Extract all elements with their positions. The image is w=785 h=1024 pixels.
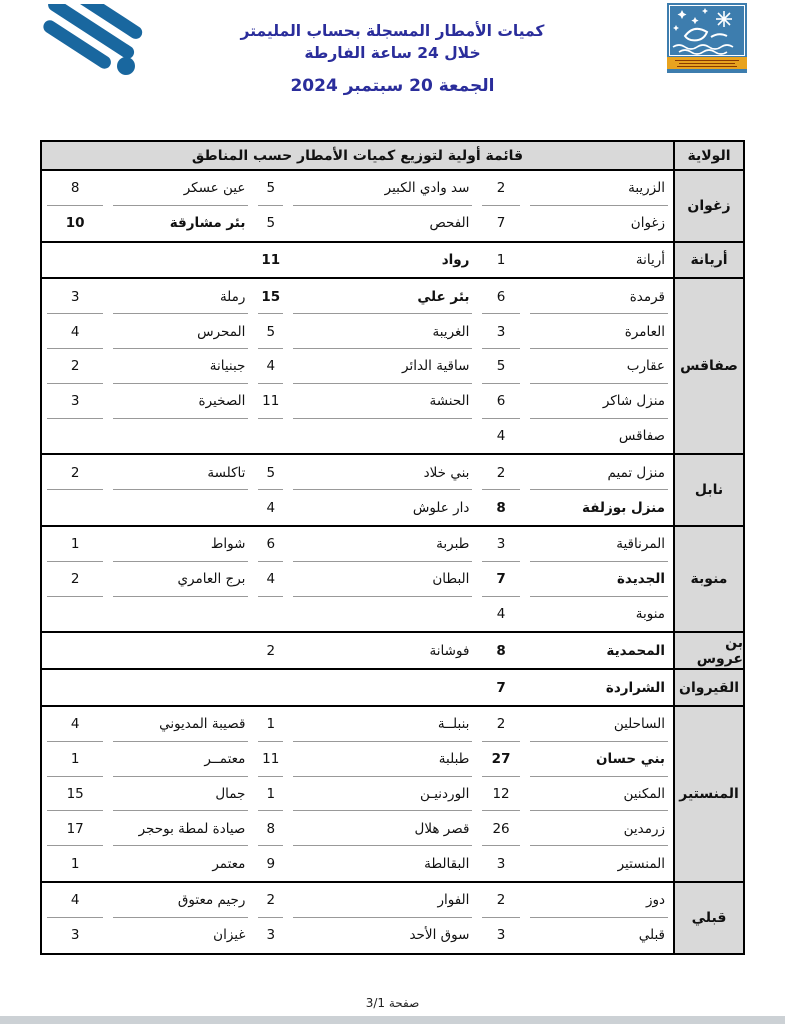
station-name: منزل شاكر xyxy=(525,384,673,419)
station-name: دوز xyxy=(525,883,673,918)
wilaya-cell: قبلي xyxy=(673,883,743,953)
station-name: عقارب xyxy=(525,349,673,384)
rain-value xyxy=(42,597,108,632)
bottom-strip xyxy=(0,1016,785,1024)
station-name: قصيبة المديوني xyxy=(108,707,253,742)
rain-value: 1 xyxy=(253,707,288,742)
rain-value: 11 xyxy=(253,384,288,419)
wilaya-cell: منوبة xyxy=(673,527,743,631)
table-row xyxy=(42,742,673,777)
wilaya-cell: أريانة xyxy=(673,243,743,278)
rain-value: 3 xyxy=(477,527,524,562)
rain-value: 2 xyxy=(477,171,524,206)
rain-value: 3 xyxy=(266,927,276,944)
rain-value: 3 xyxy=(70,927,80,944)
group-rows xyxy=(42,527,673,631)
rain-value xyxy=(42,490,108,525)
table-row xyxy=(42,419,673,454)
station-name: الحنشة xyxy=(288,384,477,419)
rain-value: 1 xyxy=(42,742,108,777)
station-name: زغوان xyxy=(630,215,665,232)
rain-value: 7 xyxy=(477,562,524,597)
table-row xyxy=(42,562,673,597)
rain-value: 6 xyxy=(477,279,524,314)
station-name: سوق الأحد xyxy=(409,927,470,944)
wilaya-cell: صفاقس xyxy=(673,279,743,453)
rain-value: 6 xyxy=(253,527,288,562)
rain-value: 9 xyxy=(266,855,276,872)
rain-value: 3 xyxy=(496,855,506,872)
station-name: العامرة xyxy=(525,314,673,349)
wilaya-cell: المنستير xyxy=(673,707,743,881)
rain-value: 1 xyxy=(70,855,80,872)
station-name: طبلبة xyxy=(288,742,477,777)
table-row xyxy=(42,918,673,953)
station-name: الوردنيـن xyxy=(288,777,477,812)
wilaya-column-header: الولاية xyxy=(673,142,743,169)
station-name: جمال xyxy=(108,777,253,812)
page-number: صفحة 3/1 xyxy=(365,996,420,1010)
table-row xyxy=(42,384,673,419)
station-name: جبنيانة xyxy=(108,349,253,384)
rain-value: 1 xyxy=(496,251,506,268)
rain-value xyxy=(42,670,108,705)
rain-value xyxy=(42,419,108,454)
station-name: قبلي xyxy=(638,927,665,944)
station-name: الفحص xyxy=(429,215,470,232)
station-name: الساحلين xyxy=(525,707,673,742)
table-row xyxy=(42,349,673,384)
rain-value: 5 xyxy=(253,171,288,206)
rain-value: 2 xyxy=(42,562,108,597)
station-name: قصر هلال xyxy=(288,811,477,846)
station-name: رجيم معتوق xyxy=(108,883,253,918)
report-header xyxy=(160,20,625,96)
rain-value: 4 xyxy=(42,707,108,742)
table-row xyxy=(42,670,673,705)
rain-value: 4 xyxy=(42,883,108,918)
rain-value: 7 xyxy=(496,679,506,696)
station-name xyxy=(288,597,477,632)
rain-value xyxy=(42,243,108,278)
rain-stripes-logo xyxy=(26,4,166,86)
station-name: المنستير xyxy=(617,855,665,872)
station-name: معتمر xyxy=(212,855,246,872)
rain-value: 27 xyxy=(477,742,524,777)
station-name: طبربة xyxy=(288,527,477,562)
rain-value: 3 xyxy=(42,279,108,314)
station-name xyxy=(108,419,253,454)
rainfall-table xyxy=(40,140,745,955)
station-name: رواد xyxy=(441,251,470,268)
table-group xyxy=(42,171,743,243)
station-name: البقالطة xyxy=(424,855,470,872)
wilaya-cell: نابل xyxy=(673,455,743,525)
station-name xyxy=(108,490,253,525)
station-name: منوبة xyxy=(635,605,665,622)
rain-value: 5 xyxy=(253,314,288,349)
station-name xyxy=(108,597,253,632)
station-name: تاكلسة xyxy=(108,455,253,490)
rain-value: 1 xyxy=(253,777,288,812)
station-name: شواط xyxy=(108,527,253,562)
rain-value: 4 xyxy=(496,605,506,622)
station-name: منزل تميم xyxy=(525,455,673,490)
rain-value: 1 xyxy=(42,527,108,562)
rain-value: 5 xyxy=(266,215,276,232)
station-name: ساقية الدائر xyxy=(288,349,477,384)
station-name xyxy=(288,419,477,454)
group-rows xyxy=(42,243,673,278)
table-row xyxy=(42,455,673,490)
table-row xyxy=(42,490,673,525)
table-row xyxy=(42,527,673,562)
group-rows xyxy=(42,633,673,668)
station-name: قرمدة xyxy=(525,279,673,314)
rain-value: 2 xyxy=(253,883,288,918)
rain-value: 15 xyxy=(253,279,288,314)
rain-value xyxy=(253,419,288,454)
meteorology-institute-logo xyxy=(667,3,747,77)
rain-value: 8 xyxy=(496,499,506,516)
rain-value: 2 xyxy=(42,455,108,490)
group-rows xyxy=(42,279,673,453)
rain-value: 4 xyxy=(42,314,108,349)
table-row xyxy=(42,314,673,349)
table-group xyxy=(42,455,743,527)
table-row xyxy=(42,243,673,278)
rain-value: 4 xyxy=(266,499,276,516)
station-name xyxy=(108,243,253,278)
table-group xyxy=(42,243,743,280)
station-name: الجديدة xyxy=(525,562,673,597)
table-group xyxy=(42,707,743,883)
station-name: المحرس xyxy=(108,314,253,349)
rain-value: 4 xyxy=(253,349,288,384)
table-row xyxy=(42,597,673,632)
station-name: زرمدين xyxy=(525,811,673,846)
rain-value: 2 xyxy=(42,349,108,384)
wilaya-cell: زغوان xyxy=(673,171,743,241)
station-name: المرناقية xyxy=(525,527,673,562)
rain-value: 5 xyxy=(253,455,288,490)
station-name: سد وادي الكبير xyxy=(288,171,477,206)
rain-value: 26 xyxy=(477,811,524,846)
table-row xyxy=(42,777,673,812)
rain-value: 4 xyxy=(253,562,288,597)
station-name: غيزان xyxy=(213,927,246,944)
station-name: الشراردة xyxy=(605,679,665,696)
group-rows xyxy=(42,455,673,525)
station-name xyxy=(288,670,477,705)
station-name: بئر مشارقة xyxy=(169,215,246,232)
rain-value: 3 xyxy=(496,927,506,944)
station-name: الفوار xyxy=(288,883,477,918)
report-title-line1: كميات الأمطار المسجلة بحساب المليمتر xyxy=(240,22,545,40)
table-row xyxy=(42,883,673,918)
rain-value: 2 xyxy=(266,642,276,659)
report-date: الجمعة 20 سبتمبر 2024 xyxy=(290,75,495,96)
group-rows xyxy=(42,707,673,881)
station-name: دار علوش xyxy=(412,499,470,516)
table-row xyxy=(42,171,673,206)
rain-value: 2 xyxy=(477,455,524,490)
rain-value: 2 xyxy=(477,707,524,742)
rain-value: 12 xyxy=(477,777,524,812)
table-group xyxy=(42,527,743,633)
station-name: أريانة xyxy=(635,251,665,268)
table-row xyxy=(42,206,673,241)
rain-value: 3 xyxy=(42,384,108,419)
table-row xyxy=(42,633,673,668)
station-name: صيادة لمطة بوحجر xyxy=(108,811,253,846)
station-name: رملة xyxy=(108,279,253,314)
station-name: صفاقس xyxy=(618,427,665,444)
rain-value: 11 xyxy=(261,251,281,268)
rain-value: 3 xyxy=(477,314,524,349)
station-name: بني حسان xyxy=(525,742,673,777)
station-name: بئر علي xyxy=(288,279,477,314)
rain-value: 4 xyxy=(496,427,506,444)
station-name: بني خلاد xyxy=(288,455,477,490)
station-name xyxy=(108,670,253,705)
table-header-row xyxy=(42,142,743,171)
rain-value: 2 xyxy=(477,883,524,918)
report-title-line2: خلال 24 ساعة الفارطة xyxy=(304,44,481,63)
rain-value: 10 xyxy=(65,215,85,232)
station-name: معتمــر xyxy=(108,742,253,777)
station-name: المكنين xyxy=(525,777,673,812)
station-name: فوشانة xyxy=(429,642,470,659)
rain-value: 11 xyxy=(253,742,288,777)
wilaya-cell: القيروان xyxy=(673,670,743,705)
station-name: برج العامري xyxy=(108,562,253,597)
wilaya-cell: بن عروس xyxy=(673,633,743,668)
table-row xyxy=(42,811,673,846)
rain-value: 6 xyxy=(477,384,524,419)
table-group xyxy=(42,670,743,707)
rain-value xyxy=(253,597,288,632)
table-group xyxy=(42,883,743,953)
station-name: الصخيرة xyxy=(108,384,253,419)
group-rows xyxy=(42,883,673,953)
table-row xyxy=(42,279,673,314)
rain-value: 8 xyxy=(253,811,288,846)
table-group xyxy=(42,633,743,670)
group-rows xyxy=(42,670,673,705)
station-name: بنبلــة xyxy=(288,707,477,742)
table-title: قائمة أولية لتوزيع كميات الأمطار حسب المناطق xyxy=(42,142,673,169)
station-name xyxy=(108,633,253,668)
table-body xyxy=(42,171,743,953)
station-name: الزريبة xyxy=(525,171,673,206)
group-rows xyxy=(42,171,673,241)
station-name: المحمدية xyxy=(606,642,665,659)
table-group xyxy=(42,279,743,455)
rain-value: 8 xyxy=(42,171,108,206)
station-name: منزل بوزلفة xyxy=(582,499,665,516)
rain-value: 17 xyxy=(42,811,108,846)
rain-value xyxy=(42,633,108,668)
rain-value: 5 xyxy=(477,349,524,384)
station-name: عين عسكر xyxy=(108,171,253,206)
rain-value xyxy=(253,670,288,705)
rain-value: 8 xyxy=(496,642,506,659)
rain-value: 7 xyxy=(496,215,506,232)
rain-value: 15 xyxy=(42,777,108,812)
station-name: الغريبة xyxy=(288,314,477,349)
table-row xyxy=(42,846,673,881)
table-row xyxy=(42,707,673,742)
station-name: البطان xyxy=(288,562,477,597)
